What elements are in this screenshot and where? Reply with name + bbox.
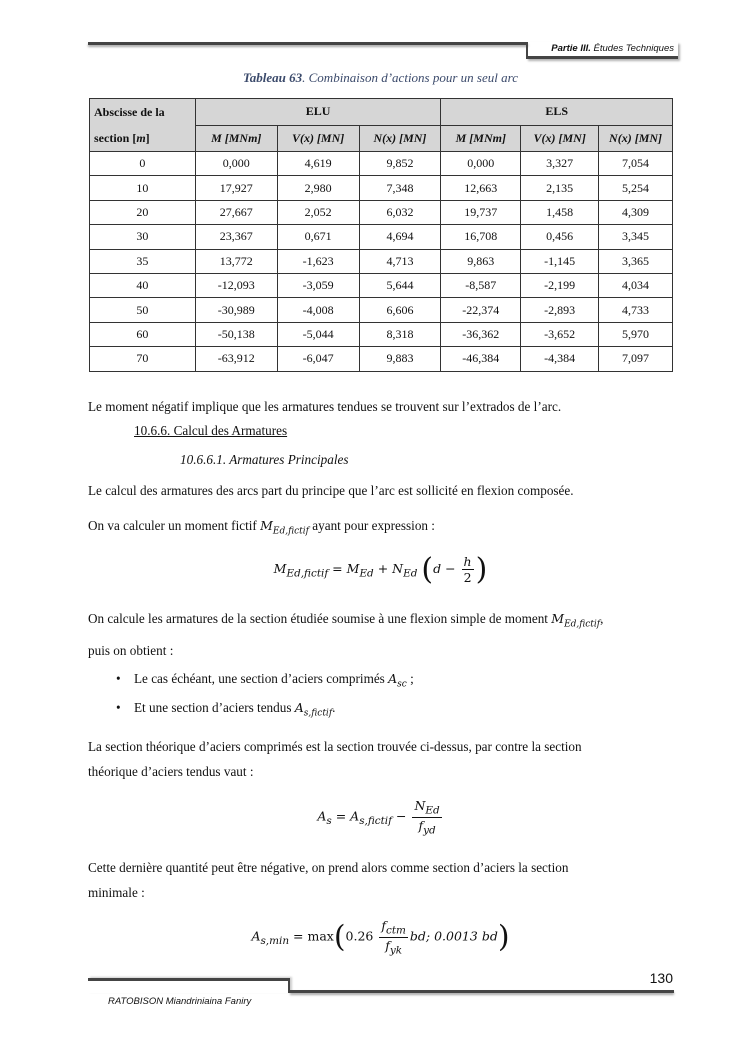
table-row — [90, 298, 673, 322]
p5-line1: La section théorique d’aciers comprimés est la section trouvée ci-dessus, par contre la section — [88, 739, 582, 754]
table-cell: 7,348 — [359, 176, 441, 200]
caption-label: Tableau 63 — [243, 70, 303, 85]
header-rule — [88, 42, 528, 45]
header-section: Études Techniques — [593, 43, 674, 54]
table-cell: 16,708 — [441, 225, 521, 249]
table-cell: 27,667 — [195, 200, 277, 224]
table-row — [90, 152, 673, 176]
table-cell: 4,713 — [359, 249, 441, 273]
table-cell: 4,034 — [599, 273, 673, 297]
column-header: V(x) [MN] — [521, 125, 599, 152]
table-cell: 1,458 — [521, 200, 599, 224]
table-body — [90, 152, 673, 372]
table-cell: -6,047 — [277, 347, 359, 371]
table-cell: 0,671 — [277, 225, 359, 249]
footer-author: RATOBISON Miandriniaina Faniry — [108, 996, 252, 1007]
corner-line1: Abscisse de la — [94, 105, 165, 119]
table-caption — [88, 70, 673, 86]
cell-abscissa: 30 — [90, 225, 196, 249]
cell-abscissa: 70 — [90, 347, 196, 371]
cell-abscissa: 20 — [90, 200, 196, 224]
math-M-ed-fictif: $M_{Ed,fictif}$ — [260, 518, 309, 537]
cell-abscissa: 35 — [90, 249, 196, 273]
table-row — [90, 347, 673, 371]
section-heading-10-6-6-1: 10.6.6.1. Armatures Principales — [180, 452, 349, 467]
paragraph-negative-moment: Le moment négatif implique que les armatures tendues se trouvent sur l’extrados de l’arc. — [88, 399, 562, 414]
bullet-marker: • — [116, 671, 121, 686]
bullet-aciers-tendus: Et une section d’aciers tendus $A_{s,fictif}$. — [134, 700, 336, 719]
corner-header — [90, 99, 196, 152]
table-cell: 12,663 — [441, 176, 521, 200]
table-cell: 8,318 — [359, 322, 441, 346]
table-cell: -50,138 — [195, 322, 277, 346]
table-cell: -4,384 — [521, 347, 599, 371]
table-cell: 17,927 — [195, 176, 277, 200]
table-cell: -12,093 — [195, 273, 277, 297]
table-cell: 5,970 — [599, 322, 673, 346]
table-row — [90, 225, 673, 249]
column-header: N(x) [MN] — [599, 125, 673, 152]
table-cell: -46,384 — [441, 347, 521, 371]
paragraph-quantite-negative — [88, 855, 673, 905]
table-cell: 2,135 — [521, 176, 599, 200]
table-cell: 5,254 — [599, 176, 673, 200]
table-cell: -22,374 — [441, 298, 521, 322]
table-cell: 9,852 — [359, 152, 441, 176]
p4-text-a: On calcule les armatures de la section étudiée soumise à une flexion simple de moment — [88, 611, 552, 626]
cell-abscissa: 60 — [90, 322, 196, 346]
table-cell: 6,032 — [359, 200, 441, 224]
table-cell: -3,059 — [277, 273, 359, 297]
group-header-elu: ELU — [195, 99, 441, 126]
actions-table — [89, 98, 673, 372]
table-cell: 2,980 — [277, 176, 359, 200]
table-cell: 4,619 — [277, 152, 359, 176]
p3-text-b: ayant pour expression : — [308, 518, 435, 533]
table-cell: 4,309 — [599, 200, 673, 224]
table-cell: 23,367 — [195, 225, 277, 249]
cell-abscissa: 10 — [90, 176, 196, 200]
table-row — [90, 249, 673, 273]
paragraph-flexion: Le calcul des armatures des arcs part du principe que l’arc est sollicité en flexion composée. — [88, 483, 574, 498]
corner-line2: section [ — [94, 131, 137, 145]
table-cell: 4,694 — [359, 225, 441, 249]
table-cell: -36,362 — [441, 322, 521, 346]
table-cell: 13,772 — [195, 249, 277, 273]
table-cell: -8,587 — [441, 273, 521, 297]
equation-moment-fictif: $M_{Ed,fictif} = M_{Ed} + N_{Ed}$ (d − $\frac{h}{2}$ ) — [273, 552, 488, 587]
table-cell: 5,644 — [359, 273, 441, 297]
caption-text: . Combinaison d’actions pour un seul arc — [302, 70, 518, 85]
column-header: M [MNm] — [195, 125, 277, 152]
table-cell: -1,623 — [277, 249, 359, 273]
equation-As: $A_s = A_{s,fictif}$ − $\frac{N_{Ed}}{f_{yd}}$ — [317, 798, 440, 836]
table-row — [90, 200, 673, 224]
table-cell: 3,345 — [599, 225, 673, 249]
table-cell: -3,652 — [521, 322, 599, 346]
paragraph-section-theorique — [88, 734, 673, 784]
bullet-marker: • — [116, 700, 121, 715]
running-header — [526, 42, 678, 59]
table-cell: 7,054 — [599, 152, 673, 176]
table-cell: 9,863 — [441, 249, 521, 273]
cell-abscissa: 50 — [90, 298, 196, 322]
cell-abscissa: 0 — [90, 152, 196, 176]
p4-text-c: puis on obtient : — [88, 642, 174, 658]
table-cell: -1,145 — [521, 249, 599, 273]
math-M-ed-fictif-2: $M_{Ed,fictif}$ — [551, 611, 601, 630]
table-cell: 0,000 — [195, 152, 277, 176]
table-cell: -63,912 — [195, 347, 277, 371]
column-header: N(x) [MN] — [359, 125, 441, 152]
table-cell: 9,883 — [359, 347, 441, 371]
table-cell: -30,989 — [195, 298, 277, 322]
table-cell: 0,000 — [441, 152, 521, 176]
table-cell: 0,456 — [521, 225, 599, 249]
table-cell: 3,327 — [521, 152, 599, 176]
cell-abscissa: 40 — [90, 273, 196, 297]
table-cell: 6,606 — [359, 298, 441, 322]
table-cell: 2,052 — [277, 200, 359, 224]
p4-text-b: , — [600, 611, 604, 626]
header-part: Partie III. — [551, 43, 591, 54]
footer-box — [88, 978, 290, 993]
page-number: 130 — [649, 970, 673, 986]
group-header-els: ELS — [441, 99, 673, 126]
table-cell: -4,008 — [277, 298, 359, 322]
p3-text-a: On va calculer un moment fictif — [88, 518, 261, 533]
p6-line2: minimale : — [88, 885, 145, 900]
footer-rule — [290, 990, 674, 993]
section-heading-10-6-6: 10.6.6. Calcul des Armatures — [134, 423, 288, 438]
table-cell: -2,893 — [521, 298, 599, 322]
corner-close: ] — [145, 131, 150, 145]
equation-As-min: $A_{s,min} = \max(0.26$ $\frac{f_{ctm}}{f_{yk}}$ bd; 0.0013 bd) — [251, 918, 510, 956]
table-row — [90, 273, 673, 297]
table-cell: 19,737 — [441, 200, 521, 224]
corner-var: m — [136, 131, 146, 145]
column-header: V(x) [MN] — [277, 125, 359, 152]
bullet-aciers-comprimes: Le cas échéant, une section d’aciers comprimés $A_{sc}$ ; — [134, 671, 414, 690]
table-row — [90, 176, 673, 200]
table-cell: -2,199 — [521, 273, 599, 297]
table-cell: -5,044 — [277, 322, 359, 346]
table-row — [90, 322, 673, 346]
column-header: M [MNm] — [441, 125, 521, 152]
table-cell: 4,733 — [599, 298, 673, 322]
p5-line2: théorique d’aciers tendus vaut : — [88, 764, 254, 779]
table-cell: 3,365 — [599, 249, 673, 273]
table-cell: 7,097 — [599, 347, 673, 371]
paragraph-flexion-simple — [88, 606, 673, 663]
paragraph-moment-fictif — [88, 513, 673, 545]
p6-line1: Cette dernière quantité peut être négative, on prend alors comme section d’aciers la section — [88, 860, 569, 875]
